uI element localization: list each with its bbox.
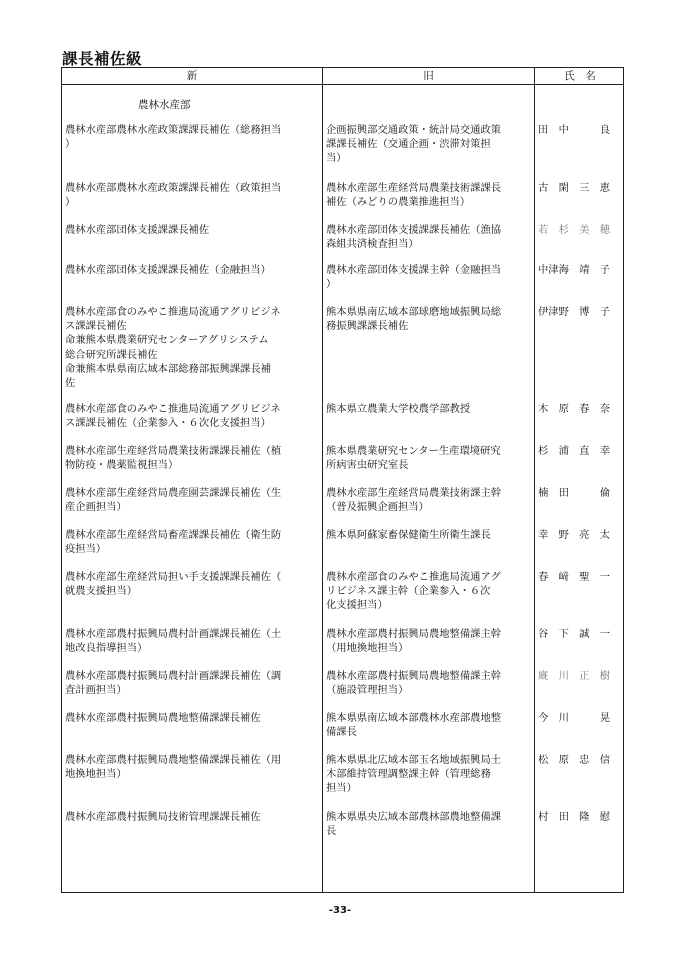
row-name: 楠 田 倫 — [538, 487, 611, 499]
row-new-position: 農林水産部農村振興局農地整備課課長補佐（用 地換地担当） — [65, 754, 282, 781]
page-title: 課長補佐級 — [62, 50, 143, 68]
row-name: 廐 川 正 樹 — [538, 670, 611, 682]
row-new-position: 農林水産部農林水産政策課課長補佐（政策担当 ） — [65, 182, 282, 209]
row-old-position: 農林水産部団体支援課課長補佐（漁協 森組共済検査担当） — [326, 224, 502, 251]
row-name: 今 川 晃 — [538, 712, 611, 724]
header-divider — [62, 84, 623, 85]
row-old-position: 熊本県県南広域本部農林水産部農地整 備課長 — [326, 712, 502, 739]
row-name: 谷 下 誠 一 — [538, 628, 611, 640]
row-new-position: 農林水産部生産経営局畜産課課長補佐（衛生防 疫担当） — [65, 529, 282, 556]
row-new-position: 農林水産部食のみやこ推進局流通アグリビジネ ス課課長補佐 命兼熊本県農業研究センターアグリシステム 総合研究所課長補佐 命兼熊本県県南広域本部総務部振興課課長補 佐 — [65, 306, 281, 390]
row-old-position: 農林水産部食のみやこ推進局流通アグ リビジネス課主幹（企業参入・６次 化支援担当） — [326, 571, 501, 612]
row-name: 田 中 良 — [538, 124, 611, 136]
row-name: 古 閑 三 恵 — [538, 182, 611, 194]
row-new-position: 農林水産部生産経営局農業技術課課長補佐（植 物防疫・農薬監視担当） — [65, 445, 282, 472]
row-old-position: 熊本県農業研究センター生産環境研究 所病害虫研究室長 — [326, 445, 501, 472]
row-old-position: 農林水産部生産経営局農業技術課主幹 （普及振興企画担当） — [326, 487, 502, 514]
column-divider — [322, 68, 323, 892]
row-new-position: 農林水産部農林水産政策課課長補佐（総務担当 ） — [65, 124, 282, 151]
row-old-position: 農林水産部農村振興局農地整備課主幹 （用地換地担当） — [326, 628, 502, 655]
row-name: 村 田 隆 慰 — [538, 811, 611, 823]
personnel-table — [61, 67, 624, 893]
row-name: 若 杉 美 穂 — [538, 224, 611, 236]
row-name: 松 原 忠 信 — [538, 754, 611, 766]
row-new-position: 農林水産部農村振興局農村計画課課長補佐（土 地改良指導担当） — [65, 628, 282, 655]
row-old-position: 企画振興部交通政策・統計局交通政策 課課長補佐（交通企画・渋滞対策担 当） — [326, 124, 502, 165]
row-name: 幸 野 亮 太 — [538, 529, 611, 541]
row-old-position: 熊本県阿蘇家畜保健衛生所衛生課長 — [326, 529, 491, 541]
row-new-position: 農林水産部団体支援課課長補佐（金融担当） — [65, 264, 271, 276]
row-new-position: 農林水産部農村振興局農地整備課課長補佐 — [65, 712, 261, 724]
row-new-position: 農林水産部団体支援課課長補佐 — [65, 224, 210, 236]
header-name: 氏 名 — [564, 70, 596, 82]
header-new: 新 — [186, 70, 198, 82]
row-name: 春 﨑 聖 一 — [538, 571, 611, 583]
row-old-position: 農林水産部農村振興局農地整備課主幹 （施設管理担当） — [326, 670, 502, 697]
section-label: 農林水産部 — [138, 99, 191, 111]
row-new-position: 農林水産部食のみやこ推進局流通アグリビジネ ス課課長補佐（企業参入・６次化支援担当） — [65, 403, 281, 430]
row-old-position: 熊本県県央広域本部農林部農地整備課 長 — [326, 811, 502, 838]
page-number: -33- — [328, 905, 352, 916]
row-old-position: 熊本県県南広域本部球磨地域振興局総 務振興課課長補佐 — [326, 306, 502, 333]
row-new-position: 農林水産部生産経営局農産園芸課課長補佐（生 産企画担当） — [65, 487, 282, 514]
row-name: 中津海 靖 子 — [538, 264, 611, 276]
row-name: 杉 浦 直 幸 — [538, 445, 611, 457]
header-old: 旧 — [423, 70, 434, 82]
column-divider — [534, 68, 535, 892]
row-name: 伊津野 博 子 — [538, 306, 611, 318]
row-name: 木 原 春 奈 — [538, 403, 611, 415]
row-new-position: 農林水産部農村振興局技術管理課課長補佐 — [65, 811, 261, 823]
row-new-position: 農林水産部生産経営局担い手支援課課長補佐（ 就農支援担当） — [65, 571, 282, 598]
row-old-position: 農林水産部生産経営局農業技術課課長 補佐（みどりの農業推進担当） — [326, 182, 502, 209]
row-new-position: 農林水産部農村振興局農村計画課課長補佐（調 査計画担当） — [65, 670, 282, 697]
row-old-position: 農林水産部団体支援課主幹（金融担当 ） — [326, 264, 502, 291]
row-old-position: 熊本県立農業大学校農学部教授 — [326, 403, 471, 415]
row-old-position: 熊本県県北広域本部玉名地域振興局土 木部維持管理調整課主幹（管理総務 担当） — [326, 754, 502, 795]
